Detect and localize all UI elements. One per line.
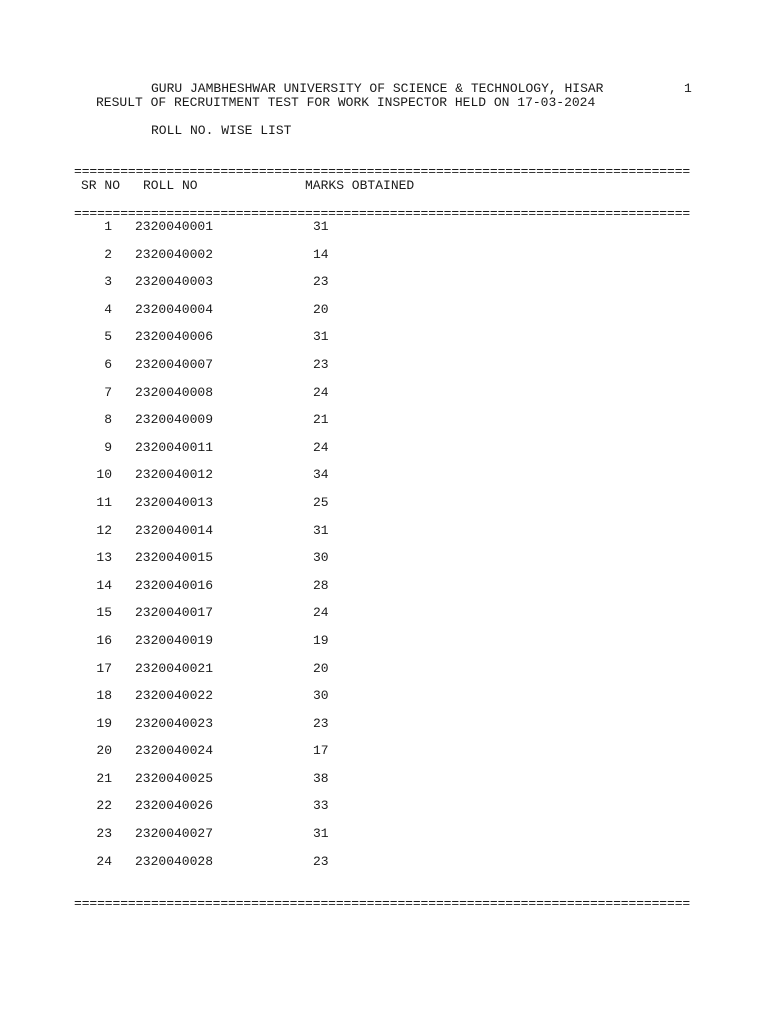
sr-no-cell: 19 <box>96 715 112 731</box>
roll-no-cell: 2320040028 <box>135 853 214 869</box>
sr-no-cell: 16 <box>96 632 112 648</box>
roll-no-cell: 2320040025 <box>135 770 214 786</box>
table-row <box>0 440 768 468</box>
table-row <box>0 633 768 661</box>
table-row <box>0 523 768 551</box>
table-row <box>0 605 768 633</box>
table-row <box>0 495 768 523</box>
sr-no-cell: 1 <box>104 219 112 234</box>
sr-no-cell: 14 <box>96 577 112 593</box>
marks-cell: 24 <box>313 605 329 621</box>
table-row <box>0 247 768 275</box>
result-title: RESULT OF RECRUITMENT TEST FOR WORK INSPECTOR HELD ON 17-03-2024 <box>96 95 596 110</box>
result-table-body <box>0 219 768 881</box>
roll-no-cell: 2320040027 <box>135 826 214 842</box>
table-row <box>0 771 768 799</box>
roll-no-cell: 2320040021 <box>135 660 214 676</box>
sr-no-cell: 18 <box>96 688 112 704</box>
marks-cell: 20 <box>313 660 329 676</box>
separator-header: ================================================================================ <box>74 206 691 221</box>
table-row <box>0 329 768 357</box>
marks-cell: 34 <box>313 467 329 483</box>
sr-no-cell: 8 <box>104 412 112 428</box>
marks-cell: 31 <box>313 219 329 234</box>
roll-no-cell: 2320040026 <box>135 798 214 814</box>
roll-no-cell: 2320040022 <box>135 688 214 704</box>
marks-cell: 23 <box>313 356 329 372</box>
marks-cell: 28 <box>313 577 329 593</box>
marks-cell: 25 <box>313 494 329 510</box>
roll-no-cell: 2320040013 <box>135 494 214 510</box>
marks-cell: 31 <box>313 522 329 538</box>
sr-no-cell: 2 <box>104 246 112 262</box>
table-row <box>0 385 768 413</box>
page-number: 1 <box>684 81 692 96</box>
roll-no-cell: 2320040002 <box>135 246 214 262</box>
roll-no-cell: 2320040007 <box>135 356 214 372</box>
marks-cell: 30 <box>313 688 329 704</box>
roll-no-cell: 2320040014 <box>135 522 214 538</box>
table-row <box>0 661 768 689</box>
table-row <box>0 688 768 716</box>
table-row <box>0 412 768 440</box>
table-row <box>0 854 768 882</box>
sr-no-cell: 6 <box>104 356 112 372</box>
roll-no-cell: 2320040016 <box>135 577 214 593</box>
roll-no-cell: 2320040011 <box>135 439 214 455</box>
marks-cell: 24 <box>313 384 329 400</box>
table-row <box>0 357 768 385</box>
table-row <box>0 716 768 744</box>
roll-no-cell: 2320040019 <box>135 632 214 648</box>
sr-no-cell: 20 <box>96 743 112 759</box>
roll-no-cell: 2320040015 <box>135 550 214 566</box>
column-header-roll-no: ROLL NO <box>143 178 198 193</box>
marks-cell: 19 <box>313 632 329 648</box>
marks-cell: 23 <box>313 274 329 290</box>
roll-no-cell: 2320040003 <box>135 274 214 290</box>
marks-cell: 23 <box>313 715 329 731</box>
marks-cell: 38 <box>313 770 329 786</box>
marks-cell: 14 <box>313 246 329 262</box>
sr-no-cell: 24 <box>96 853 112 869</box>
table-row <box>0 467 768 495</box>
roll-no-cell: 2320040001 <box>135 219 214 234</box>
separator-top: ================================================================================ <box>74 164 691 179</box>
sr-no-cell: 10 <box>96 467 112 483</box>
table-row <box>0 274 768 302</box>
roll-no-cell: 2320040012 <box>135 467 214 483</box>
roll-no-cell: 2320040006 <box>135 329 214 345</box>
table-row <box>0 578 768 606</box>
table-row <box>0 743 768 771</box>
marks-cell: 17 <box>313 743 329 759</box>
table-row <box>0 219 768 247</box>
marks-cell: 24 <box>313 439 329 455</box>
column-header-marks: MARKS OBTAINED <box>305 178 415 193</box>
marks-cell: 33 <box>313 798 329 814</box>
sr-no-cell: 13 <box>96 550 112 566</box>
university-name: GURU JAMBHESHWAR UNIVERSITY OF SCIENCE & TECHNOLOGY, HISAR <box>151 81 604 96</box>
roll-no-cell: 2320040004 <box>135 301 214 317</box>
sr-no-cell: 3 <box>104 274 112 290</box>
roll-no-cell: 2320040024 <box>135 743 214 759</box>
table-row <box>0 550 768 578</box>
marks-cell: 30 <box>313 550 329 566</box>
table-row <box>0 798 768 826</box>
roll-no-cell: 2320040008 <box>135 384 214 400</box>
list-title: ROLL NO. WISE LIST <box>151 123 292 138</box>
sr-no-cell: 4 <box>104 301 112 317</box>
table-row <box>0 826 768 854</box>
marks-cell: 20 <box>313 301 329 317</box>
sr-no-cell: 21 <box>96 770 112 786</box>
sr-no-cell: 22 <box>96 798 112 814</box>
marks-cell: 23 <box>313 853 329 869</box>
marks-cell: 21 <box>313 412 329 428</box>
sr-no-cell: 5 <box>104 329 112 345</box>
roll-no-cell: 2320040017 <box>135 605 214 621</box>
roll-no-cell: 2320040009 <box>135 412 214 428</box>
sr-no-cell: 17 <box>96 660 112 676</box>
sr-no-cell: 15 <box>96 605 112 621</box>
sr-no-cell: 23 <box>96 826 112 842</box>
separator-bottom: ================================================================================ <box>74 896 691 911</box>
marks-cell: 31 <box>313 826 329 842</box>
sr-no-cell: 11 <box>96 494 112 510</box>
sr-no-cell: 9 <box>104 439 112 455</box>
sr-no-cell: 12 <box>96 522 112 538</box>
table-row <box>0 302 768 330</box>
roll-no-cell: 2320040023 <box>135 715 214 731</box>
sr-no-cell: 7 <box>104 384 112 400</box>
marks-cell: 31 <box>313 329 329 345</box>
column-header-sr-no: SR NO <box>81 178 121 193</box>
